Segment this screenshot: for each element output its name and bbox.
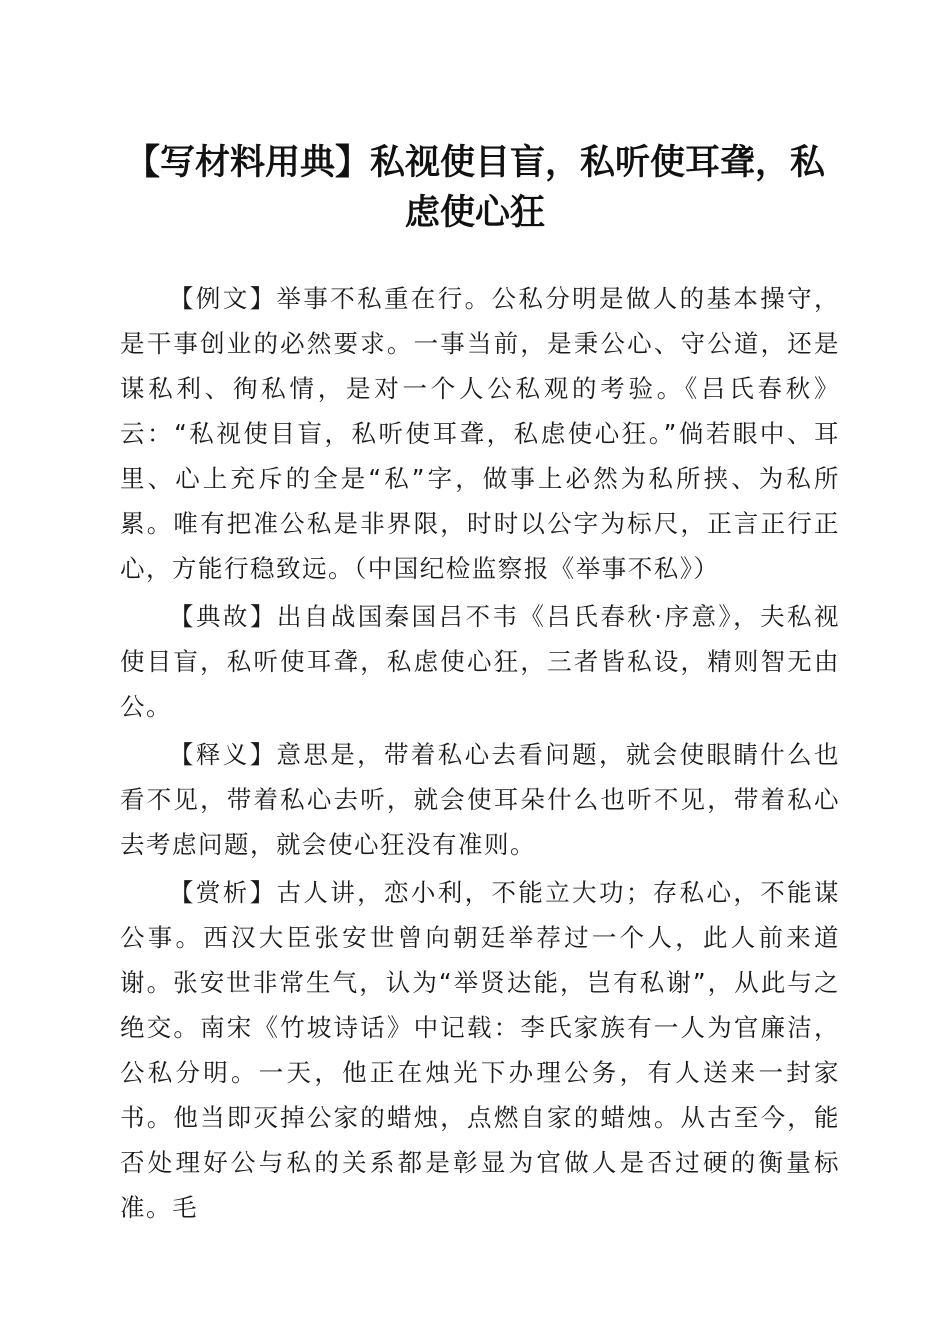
paragraph-label: 【例文】 [169,284,277,313]
paragraph-text: 举事不私重在行。公私分明是做人的基本操守，是干事创业的必然要求。一事当前，是秉公心、守公道，还是谋私利、徇私情，是对一个人公私观的考验。《吕氏春秋》云：“私视使目盲，私听使耳聋，私虑使心狂。”倘若眼中、耳里、心上充斥的全是“私”字，做事上必然为私所挟、为私所累。唯有把准公私是非界限，时时以公字为标尺，正言正行正心，方能行稳致远。（中国纪检监察报《举事不私》） [120,284,840,583]
paragraph-example [120,276,840,591]
document-title: 【写材料用典】私视使目盲，私听使耳聋，私虑使心狂 [124,142,825,233]
paragraph-text: 意思是，带着私心去看问题，就会使眼睛什么也看不见，带着私心去听，就会使耳朵什么也听不见，带着私心去考虑问题，就会使心狂没有准则。 [120,740,840,859]
document-body [120,276,840,1233]
paragraph-text: 古人讲，恋小利，不能立大功；存私心，不能谋公事。西汉大臣张安世曾向朝廷举荐过一个人，此人前来道谢。张安世非常生气，认为“举贤达能，岂有私谢”，从此与之绝交。南宋《竹坡诗话》中记载：李氏家族有一人为官廉洁，公私分明。一天，他正在烛光下办理公务，有人送来一封家书。他当即灭掉公家的蜡烛，点燃自家的蜡烛。从古至今，能否处理好公与私的关系都是彰显为官做人是否过硬的衡量标准。毛 [120,878,840,1222]
paragraph-appreciation [120,870,840,1230]
paragraph-text: 出自战国秦国吕不韦《吕氏春秋·序意》，夫私视使目盲，私听使耳聋，私虑使心狂，三者皆私设，精则智无由公。 [120,602,840,721]
paragraph-label: 【赏析】 [169,878,277,907]
paragraph-allusion [120,594,840,729]
paragraph-label: 【典故】 [169,602,277,631]
paragraph-label: 【释义】 [169,740,277,769]
paragraph-interpretation [120,732,840,867]
